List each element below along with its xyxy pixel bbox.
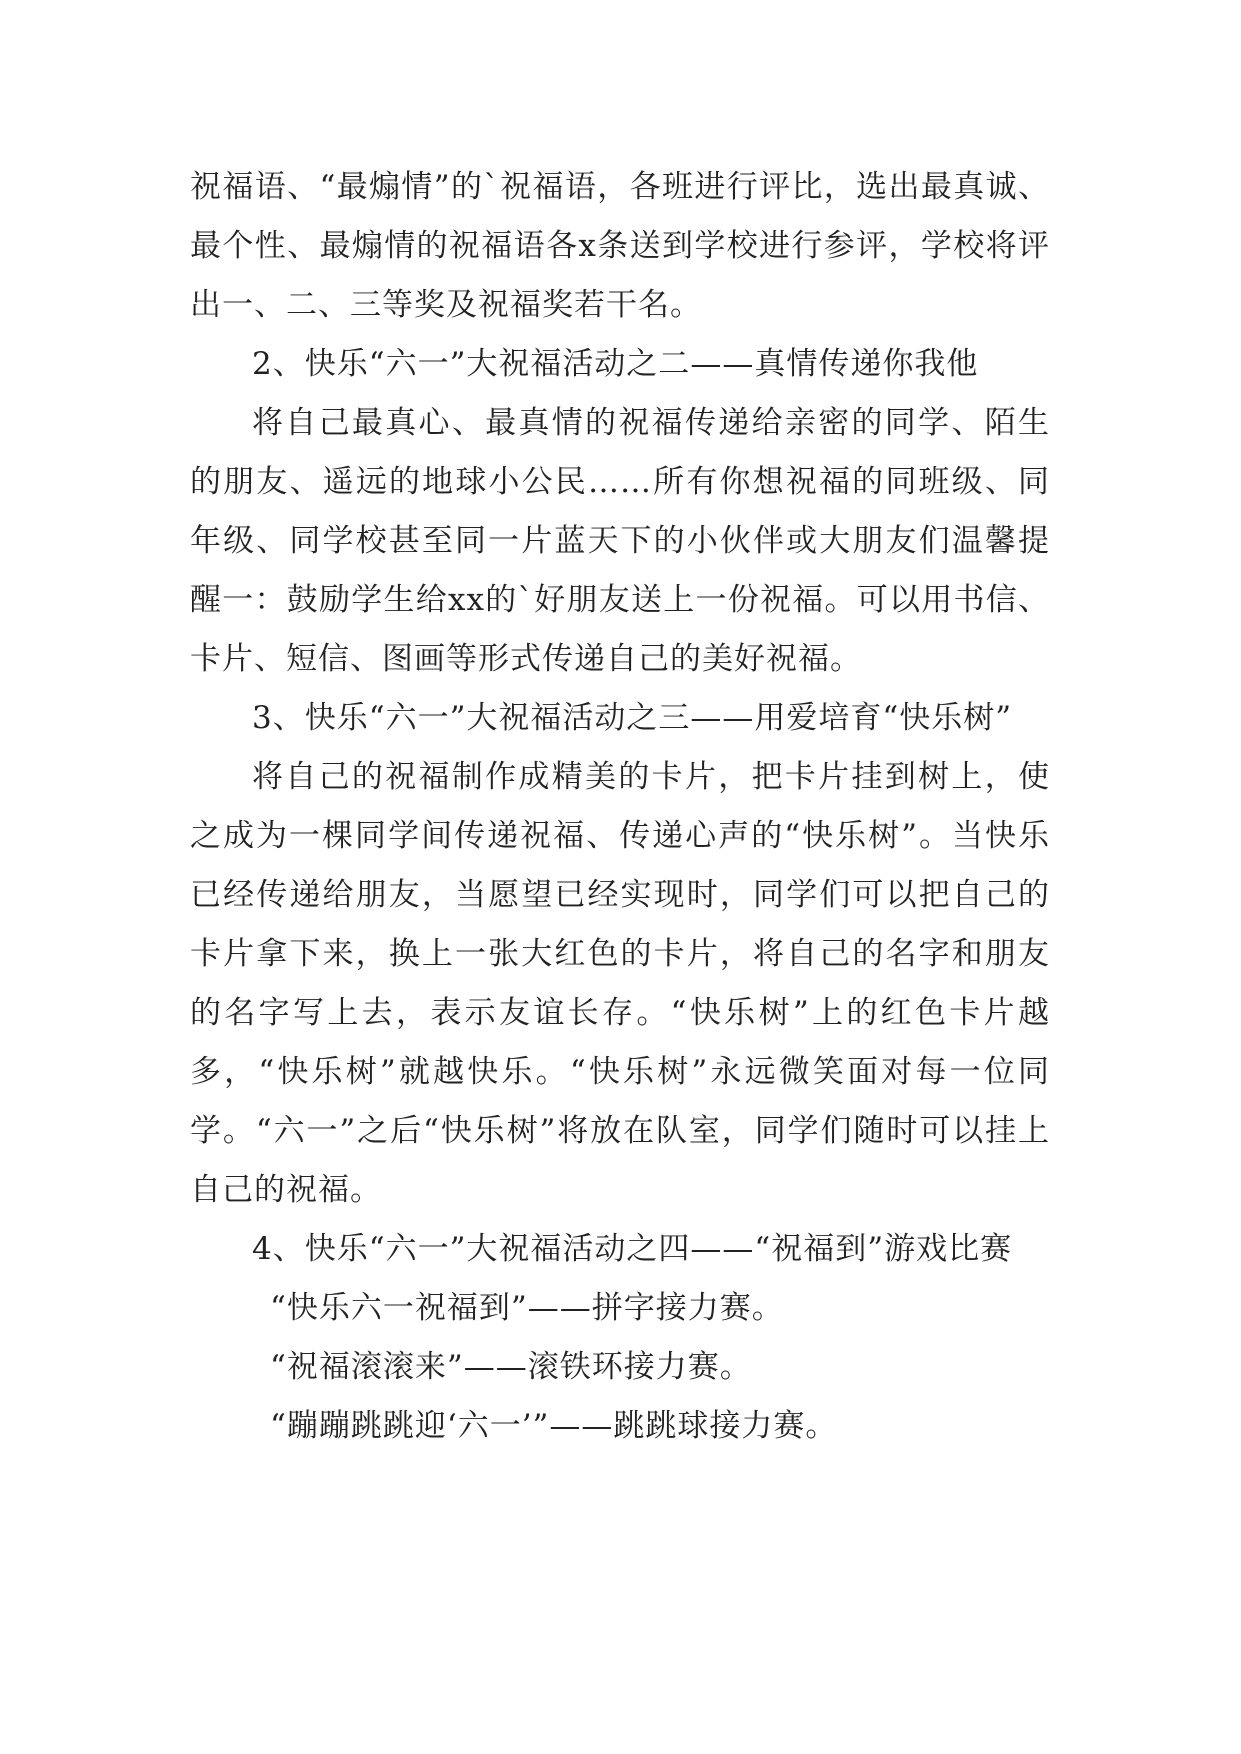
list-item-relay-1: “快乐六一祝福到”——拼字接力赛。 <box>270 1290 784 1326</box>
document-body <box>190 158 1050 1456</box>
paragraph-activity-2: 将自己最真心、最真情的祝福传递给亲密的同学、陌生的朋友、遥远的地球小公民……所有你想祝福的同班级、同年级、同学校甚至同一片蓝天下的小伙伴或大朋友们温馨提醒一：鼓励学生给xx的`好朋友送上一份祝福。可以用书信、卡片、短信、图画等形式传递自己的美好祝福。 <box>190 405 1050 677</box>
paragraph-award-criteria: 祝福语、“最煽情”的`祝福语，各班进行评比，选出最真诚、最个性、最煽情的祝福语各x条送到学校进行参评，学校将评出一、二、三等奖及祝福奖若干名。 <box>190 169 1050 323</box>
paragraph-activity-3: 将自己的祝福制作成精美的卡片，把卡片挂到树上，使之成为一棵同学间传递祝福、传递心声的“快乐树”。当快乐已经传递给朋友，当愿望已经实现时，同学们可以把自己的卡片拿下来，换上一张大红色的卡片，将自己的名字和朋友的名字写上去，表示友谊长存。“快乐树”上的红色卡片越多，“快乐树”就越快乐。“快乐树”永远微笑面对每一位同学。“六一”之后“快乐树”将放在队室，同学们随时可以挂上自己的祝福。 <box>190 759 1050 1208</box>
heading-activity-3: 3、快乐“六一”大祝福活动之三——用爱培育“快乐树” <box>252 700 1013 736</box>
list-item-relay-3: “蹦蹦跳跳迎‘六一’”——跳跳球接力赛。 <box>270 1408 838 1444</box>
heading-activity-2: 2、快乐“六一”大祝福活动之二——真情传递你我他 <box>252 346 979 382</box>
list-item-relay-2: “祝福滚滚来”——滚铁环接力赛。 <box>270 1349 752 1385</box>
heading-activity-4: 4、快乐“六一”大祝福活动之四——“祝福到”游戏比赛 <box>252 1231 1013 1267</box>
